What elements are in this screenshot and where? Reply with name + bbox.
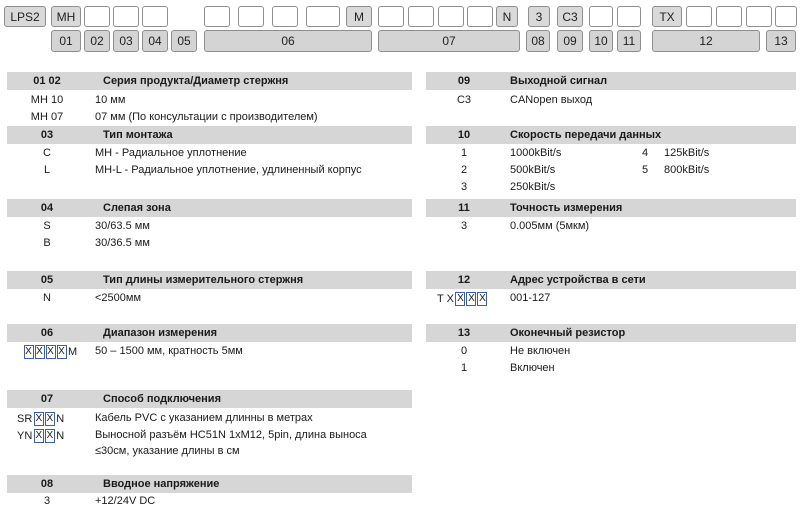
code-box-tx: TX	[652, 6, 682, 27]
section-header-05	[7, 271, 412, 289]
code-pattern	[16, 427, 65, 444]
code-box-c3: C3	[557, 6, 583, 27]
option-desc: +12/24V DC	[95, 495, 156, 507]
option-desc: 250kBit/s	[510, 181, 556, 193]
option-row	[7, 343, 412, 360]
option-code: 3	[460, 181, 468, 193]
index-08: 08	[526, 30, 550, 52]
option-desc: 50 – 1500 мм, кратность 5мм	[95, 345, 243, 357]
option-desc: Кабель PVC с указанием длинны в метрах	[95, 412, 313, 424]
code-box-m: M	[346, 6, 372, 27]
option-desc: 30/36.5 мм	[95, 237, 150, 249]
section-title: Слепая зона	[103, 202, 171, 214]
option-row	[426, 162, 796, 179]
option-code: MH 10	[30, 94, 64, 106]
option-desc: <2500мм	[95, 292, 142, 304]
option-desc: CANopen выход	[510, 94, 593, 106]
index-03: 03	[113, 30, 139, 52]
section-number: 04	[40, 202, 54, 214]
section-header-09	[426, 72, 796, 90]
section-header-03	[7, 126, 412, 144]
option-row	[426, 145, 796, 162]
section-title: Тип монтажа	[103, 129, 173, 141]
section-header-13	[426, 324, 796, 342]
section-title: Серия продукта/Диаметр стержня	[103, 75, 289, 87]
index-02: 02	[84, 30, 110, 52]
pattern-suffix: M	[68, 345, 78, 358]
option-code: S	[43, 220, 51, 232]
code-box-06a	[204, 6, 230, 27]
index-10: 10	[589, 30, 613, 52]
section-number: 11	[458, 202, 470, 214]
option-row	[7, 109, 412, 126]
section-number: 08	[40, 478, 54, 490]
option-desc: 0.005мм (5мкм)	[510, 220, 590, 232]
option-desc: 125kBit/s	[664, 147, 710, 159]
option-row	[7, 493, 412, 510]
option-row	[7, 145, 412, 162]
option-row	[426, 179, 796, 196]
section-title: Выходной сигнал	[510, 75, 608, 87]
option-code: L	[43, 164, 51, 176]
placeholder-box: X	[25, 345, 32, 357]
option-row	[7, 410, 412, 427]
code-box-07a	[378, 6, 404, 27]
index-13: 13	[766, 30, 796, 52]
section-number: 10	[457, 129, 471, 141]
option-row	[7, 218, 412, 235]
pattern-suffix: N	[56, 412, 65, 425]
code-box-07d	[467, 6, 493, 27]
index-11: 11	[617, 30, 641, 52]
code-box-04	[113, 6, 139, 27]
placeholder-box: X	[46, 412, 54, 424]
option-row	[426, 360, 796, 377]
option-row	[7, 162, 412, 179]
code-pattern	[436, 290, 488, 307]
option-desc: MH-L - Радиальное уплотнение, удлиненный корпус	[95, 164, 362, 176]
placeholder-box: X	[58, 345, 65, 357]
pattern-prefix: SR	[17, 412, 33, 425]
section-number: 13	[457, 327, 471, 339]
code-box-n: N	[496, 6, 518, 27]
index-09: 09	[557, 30, 583, 52]
section-number: 01 02	[33, 75, 61, 87]
pattern-prefix: T X	[437, 292, 454, 305]
section-title: Диапазон измерения	[103, 327, 218, 339]
option-row-continuation	[7, 443, 412, 460]
section-header-10	[426, 126, 796, 144]
option-code: 3	[43, 495, 51, 507]
option-code: MH 07	[30, 111, 64, 123]
placeholder-box: X	[46, 429, 54, 441]
index-01: 01	[51, 30, 81, 52]
option-row	[7, 92, 412, 109]
option-desc: 10 мм	[95, 94, 126, 106]
section-number: 12	[457, 274, 471, 286]
code-box-12c	[746, 6, 772, 27]
option-desc: Не включен	[510, 345, 571, 357]
placeholder-box: X	[36, 345, 43, 357]
code-box-12a	[686, 6, 712, 27]
option-code: 2	[460, 164, 468, 176]
option-desc: ≤30см, указание длины в см	[95, 445, 240, 457]
placeholder-box: X	[457, 292, 464, 304]
code-box-07b	[408, 6, 434, 27]
code-box-12b	[716, 6, 742, 27]
option-row	[7, 290, 412, 307]
option-code: 5	[641, 164, 649, 176]
option-desc: Включен	[510, 362, 555, 374]
option-code: 3	[460, 220, 468, 232]
section-header-11	[426, 199, 796, 217]
placeholder-box: X	[35, 412, 43, 424]
section-number: 06	[40, 327, 54, 339]
index-05: 05	[171, 30, 197, 52]
option-desc: MH - Радиальное уплотнение	[95, 147, 247, 159]
section-header-07	[7, 390, 412, 408]
option-desc: 1000kBit/s	[510, 147, 562, 159]
code-box-07c	[438, 6, 464, 27]
option-desc: Выносной разъём HC51N 1xM12, 5pin, длина выноса	[95, 429, 367, 441]
code-box-05	[142, 6, 168, 27]
option-desc: 07 мм (По консультации с производителем)	[95, 111, 318, 123]
option-row	[7, 427, 412, 444]
option-row	[426, 343, 796, 360]
code-box-3: 3	[528, 6, 550, 27]
option-code: C3	[456, 94, 472, 106]
section-title: Точность измерения	[510, 202, 623, 214]
index-12: 12	[652, 30, 760, 52]
section-title: Вводное напряжение	[103, 478, 220, 490]
pattern-prefix: YN	[17, 429, 33, 442]
option-desc: 30/63.5 мм	[95, 220, 150, 232]
option-code: 4	[641, 147, 649, 159]
code-box-06d	[306, 6, 340, 27]
option-code: B	[43, 237, 51, 249]
section-header-01-02	[7, 72, 412, 90]
option-row	[426, 218, 796, 235]
code-box-10	[589, 6, 613, 27]
placeholder-box: X	[35, 429, 43, 441]
section-title: Способ подключения	[103, 393, 221, 405]
option-code: N	[43, 292, 51, 304]
option-row	[7, 235, 412, 252]
section-title: Адрес устройства в сети	[510, 274, 646, 286]
section-header-06	[7, 324, 412, 342]
code-pattern	[16, 410, 65, 427]
option-desc: 500kBit/s	[510, 164, 556, 176]
section-number: 03	[40, 129, 54, 141]
code-pattern	[23, 343, 78, 360]
option-code: C	[43, 147, 51, 159]
index-04: 04	[142, 30, 168, 52]
option-code: 1	[460, 362, 468, 374]
code-box-mh: MH	[51, 6, 81, 27]
option-code: 0	[460, 345, 468, 357]
code-box-03	[84, 6, 110, 27]
section-number: 09	[457, 75, 471, 87]
option-code: 1	[460, 147, 468, 159]
index-06: 06	[204, 30, 372, 52]
option-desc: 001-127	[510, 292, 551, 304]
pattern-suffix: N	[56, 429, 65, 442]
section-title: Скорость передачи данных	[510, 129, 662, 141]
code-box-06b	[238, 6, 264, 27]
section-number: 05	[40, 274, 54, 286]
section-title: Тип длины измерительного стержня	[103, 274, 304, 286]
section-number: 07	[40, 393, 54, 405]
section-header-08	[7, 475, 412, 493]
code-box-11	[617, 6, 641, 27]
section-title: Оконечный резистор	[510, 327, 626, 339]
section-header-12	[426, 271, 796, 289]
placeholder-box: X	[47, 345, 54, 357]
placeholder-box: X	[479, 292, 486, 304]
code-box-06c	[272, 6, 298, 27]
section-header-04	[7, 199, 412, 217]
option-desc: 800kBit/s	[664, 164, 710, 176]
option-row	[426, 290, 796, 307]
placeholder-box: X	[468, 292, 475, 304]
code-box-13	[775, 6, 797, 27]
index-07: 07	[378, 30, 520, 52]
option-row	[426, 92, 796, 109]
code-box-lps2: LPS2	[4, 6, 46, 27]
